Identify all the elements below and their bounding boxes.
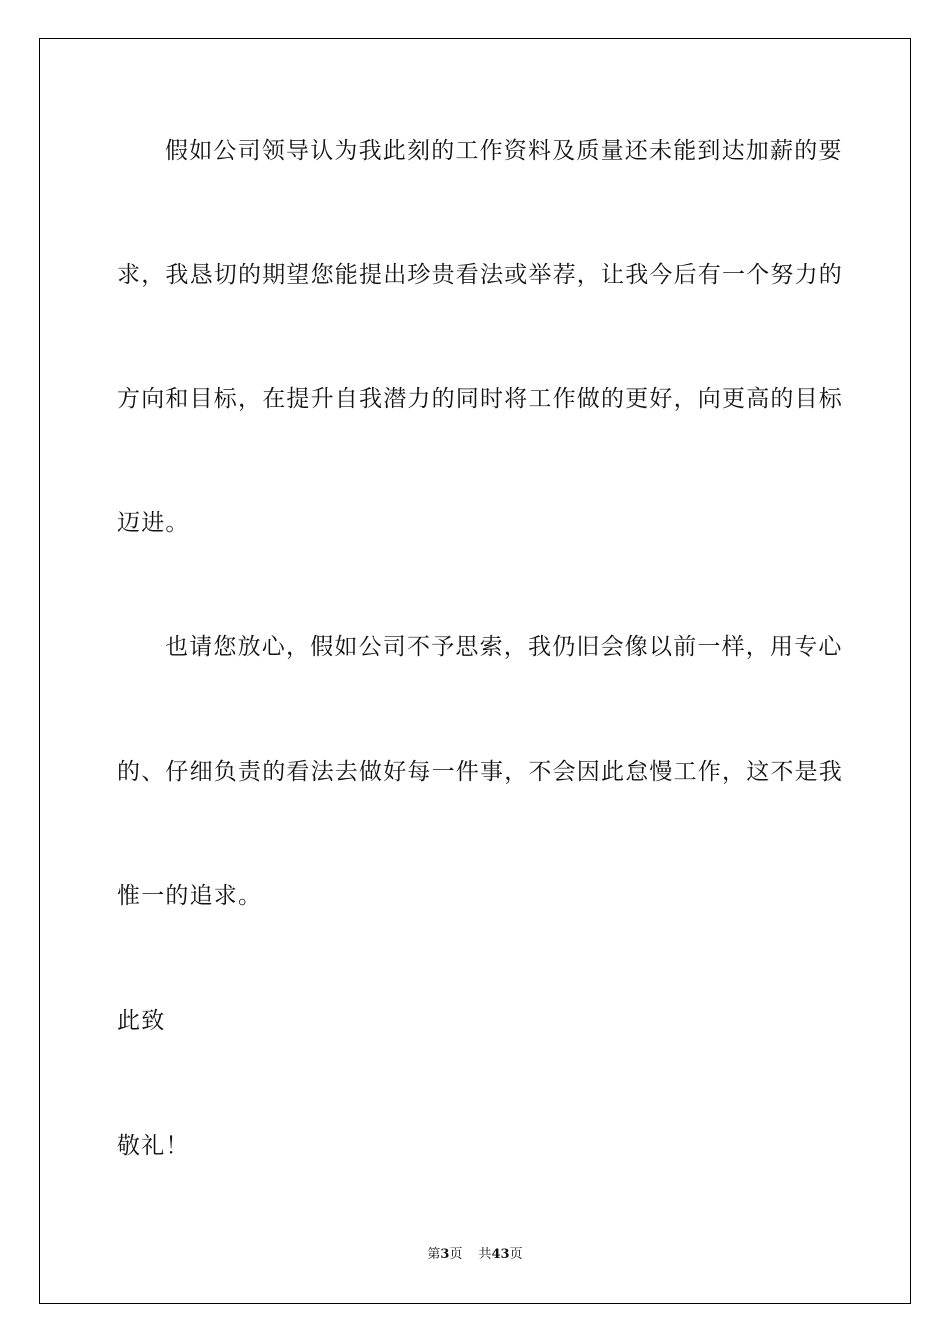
paragraph-line-3: 方向和目标，在提升自我潜力的同时将工作做的更好，向更高的目标 xyxy=(117,386,843,412)
paragraph-line-6: 的、仔细负责的看法去做好每一件事，不会因此怠慢工作，这不是我 xyxy=(117,759,843,785)
total-suffix: 页 xyxy=(509,1247,523,1262)
paragraph-line-7: 惟一的追求。 xyxy=(117,883,263,909)
closing-salutation: 此致 xyxy=(117,1008,166,1034)
total-prefix: 共 xyxy=(478,1247,492,1262)
page-border xyxy=(39,38,911,1304)
total-pages: 43 xyxy=(491,1247,510,1262)
paragraph-line-4: 迈进。 xyxy=(117,510,190,536)
paragraph-line-5: 也请您放心，假如公司不予思索，我仍旧会像以前一样，用专心 xyxy=(165,634,843,660)
page-number: 3 xyxy=(440,1247,450,1262)
closing-regards: 敬礼！ xyxy=(117,1133,190,1159)
page-footer xyxy=(0,1246,950,1264)
page-prefix: 第 xyxy=(427,1247,441,1262)
paragraph-line-2: 求，我恳切的期望您能提出珍贵看法或举荐，让我今后有一个努力的 xyxy=(117,262,843,288)
page-suffix: 页 xyxy=(449,1247,463,1262)
paragraph-line-1: 假如公司领导认为我此刻的工作资料及质量还未能到达加薪的要 xyxy=(165,138,843,164)
